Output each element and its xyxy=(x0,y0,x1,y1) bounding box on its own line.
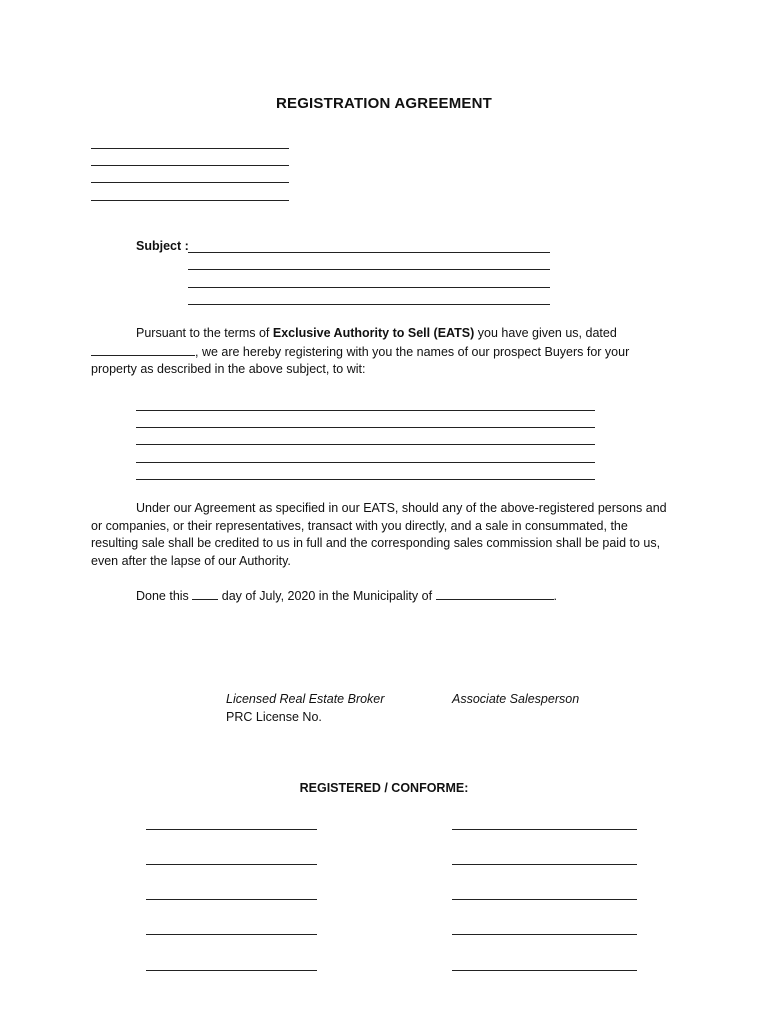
address-line-1 xyxy=(91,148,289,149)
para3-part2: day of July, 2020 in the Municipality of xyxy=(218,589,436,603)
date-blank xyxy=(91,343,195,356)
conforme-left-line-1 xyxy=(146,829,317,830)
conforme-right-line-4 xyxy=(452,934,637,935)
buyer-line-2 xyxy=(136,427,595,428)
municipality-blank xyxy=(436,587,554,600)
para3-part1: Done this xyxy=(136,589,193,603)
subject-line-3 xyxy=(188,287,550,288)
subject-line-2 xyxy=(188,269,550,270)
para3-part3: . xyxy=(553,589,558,603)
conforme-left-line-2 xyxy=(146,864,317,865)
address-line-4 xyxy=(91,200,289,201)
broker-signature-label: Licensed Real Estate Broker xyxy=(226,692,385,706)
para2-text: Under our Agreement as specified in our EATS, should any of the above-registered persons and or companies, or their representatives, transact with you directly, and a sale in consummated, the resulting sale shall be credited to us in full and the corresponding sales commission shall be paid to us, even after the lapse of our Authority. xyxy=(91,501,667,568)
conforme-right-line-5 xyxy=(452,970,637,971)
conforme-title: REGISTERED / CONFORME: xyxy=(299,781,469,795)
subject-label: Subject : xyxy=(136,239,189,253)
address-line-3 xyxy=(91,182,289,183)
para1-line2: , we are hereby registering with you the names of our prospect Buyers for your xyxy=(195,344,630,359)
eats-term: Exclusive Authority to Sell (EATS) xyxy=(272,326,475,340)
paragraph-agreement xyxy=(91,500,671,570)
buyer-line-1 xyxy=(136,410,595,411)
subject-line-1 xyxy=(188,252,550,253)
conforme-right-line-3 xyxy=(452,899,637,900)
conforme-left-line-4 xyxy=(146,934,317,935)
day-blank xyxy=(192,587,218,600)
buyer-line-5 xyxy=(136,479,595,480)
conforme-left-line-5 xyxy=(146,970,317,971)
associate-signature-label: Associate Salesperson xyxy=(452,692,580,706)
conforme-left-line-3 xyxy=(146,899,317,900)
conforme-right-line-1 xyxy=(452,829,637,830)
address-line-2 xyxy=(91,165,289,166)
buyer-line-3 xyxy=(136,444,595,445)
prc-license-label: PRC License No. xyxy=(226,710,322,724)
buyer-line-4 xyxy=(136,462,595,463)
document-title: REGISTRATION AGREEMENT xyxy=(275,95,493,112)
subject-line-4 xyxy=(188,304,550,305)
para1-line3: property as described in the above subject, to wit: xyxy=(91,362,366,376)
para1-after-term: you have given us, dated xyxy=(474,326,617,340)
conforme-right-line-2 xyxy=(452,864,637,865)
paragraph-registration xyxy=(91,325,671,379)
paragraph-done-this xyxy=(91,587,671,606)
para1-start: Pursuant to the terms of xyxy=(136,326,273,340)
